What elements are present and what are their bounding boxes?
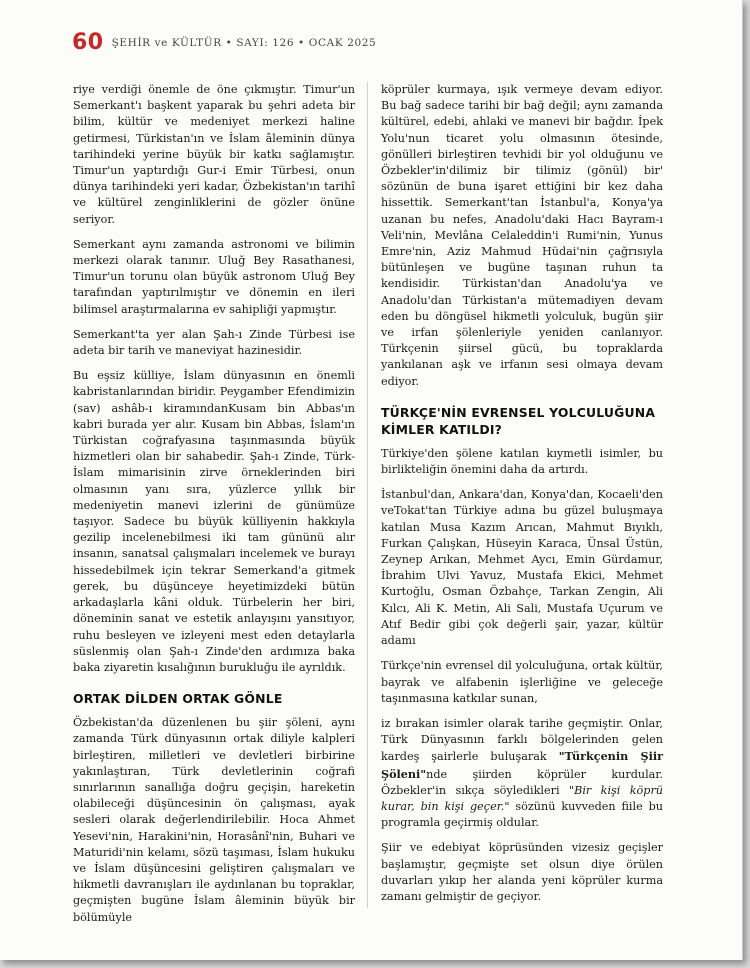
column-divider [367, 82, 368, 908]
section-heading: TÜRKÇE'NİN EVRENSEL YOLCULUĞUNA KİMLER KATILDI? [381, 404, 656, 437]
paragraph: Bu eşsiz külliye, İslam dünyasının en önemli kabristanlarından biridir. Peygamber Efendimizin (sav) ashâb-ı kiramındanKusam bin Abbas'ın kabri burada yer alır. Kusam bin Abbas, İslam'ın Türkistan coğrafyasına taşınmasında büyük hizmetleri olan bir sahabedir. Şah-ı Zinde, Türk-İslam mimarisinin zirve örneklerinden biri olmasının yanı sıra, yüzlerce yıllık bir medeniyetin manevi izlerini de günümüze taşıyor. Sadece bu büyük külliyenin hakkıyla gezilip incelenebilmesi iki tam gününü alır insanın, sanatsal çalışmaları incelemek ve burayı hissedebilmek için tekrar Semerkand'a gitmek gerek, bu düşünceye heyetimizdeki bütün arkadaşlarla kâni olduk. Türbelerin her biri, döneminin sanat ve estetik anlayışını yansıtıyor, ruhu besleyen ve izleyeni mest eden detaylarla süslenmiş olan Şah-ı Zinde'den ardımıza baka baka ziyaretin kısalığının burukluğu ile ayrıldık. [73, 369, 355, 674]
text-run: sözünü kuvveden fiile bu programla geçirmiş oldular. [381, 799, 663, 830]
paragraph: Türkçe'nin evrensel dil yolculuğuna, ortak kültür, bayrak ve alfabenin işlerliğine ve geleceğe taşınmasına katkılar sunan, [381, 659, 663, 705]
event-name: "Türkçenin Şiir Şöleni" [381, 749, 663, 781]
page-number: 60 [72, 30, 104, 55]
page-header [72, 30, 376, 55]
quote: "Bir kişi köprü kurar, bin kişi geçer." [381, 783, 664, 813]
paragraph: köprüler kurmaya, ışık vermeye devam ediyor. Bu bağ sadece tarihi bir bağ değil; aynı zamanda kültürel, edebi, ahlaki ve manevi bir bağdır. İpek Yolu'nun ticaret yolu olmasının ötesinde, gönülleri birleştiren tevhidi bir yol olduğunu ve Özbekler'in'dilimiz bir tilimiz (gönül) bir' sözünün de buna işaret ettiğini bir kez daha hissettik. Semerkant'tan İstanbul'a, Konya'ya uzanan bu nefes, Anadolu'daki Hacı Bayram-ı Veli'nin, Mevlâna Celaleddin'i Rumi'nin, Yunus Emre'nin, Aziz Mahmud Hüdai'nin çağrısıyla bütünleşen ve bugüne taşınan ruhun ta kendisidir. Türkistan'dan Anadolu'ya ve Anadolu'dan Türkistan'a mütemadiyen devam eden bu döngüsel hikmetli yolculuk, bugün şiir ve irfan şölenleriyle yeniden canlanıyor. Türkçenin şiirsel gücü, bu topraklarda yankılanan aşk ve irfanın sesi olmaya devam ediyor. [381, 83, 663, 388]
paragraph: Semerkant aynı zamanda astronomi ve bilimin merkezi olarak tanınır. Uluğ Bey Rasathanesi, Timur'un torunu olan büyük astronom Uluğ Bey tarafından yaptırılmıştır ve dönemin en ileri bilimsel araştırmalarına ev sahipliği yapmıştır. [73, 237, 355, 316]
paragraph: Şiir ve edebiyat köprüsünden vizesiz geçişler başlamıştır, geçmişte set olsun diye örülen duvarları yıkıp her alanda yeni köprüler kurma zamanı gelmiştir de geçiyor. [381, 841, 663, 903]
running-head: ŞEHİR ve KÜLTÜR • SAYI: 126 • OCAK 2025 [111, 36, 377, 49]
paragraph [381, 716, 663, 831]
paragraph: Özbekistan'da düzenlenen bu şiir şöleni, aynı zamanda Türk dünyasının ortak diliyle kalpleri birleştiren, milletleri ve devletleri birbirine yakınlaştıran, Türk devletlerinin coğrafi sınırlarının sanallığa doğru geçişin, hareketin olabileceği düşüncesinin ön çalışması, ayak sesleri olarak değerlendirilebilir. Hoca Ahmet Yesevi'nin, Harakini'nin, Horasânî'nin, Buhari ve Maturidi'nin kelamı, sözü taşıması, İslam hukuku ve İslam düşüncesini geliştiren çalışmaları ve hikmetli davranışları ile aydınlanan bu topraklar, geçmişten bugüne İslam âleminin büyük bir bölümüyle [73, 716, 355, 924]
paragraph: Türkiye'den şölene katılan kıymetli isimler, bu birlikteliğin önemini daha da artırdı. [381, 446, 663, 477]
text-run: iz bırakan isimler olarak tarihe geçmiştir. Onlar, Türk Dünyasının farklı bölgelerinden gelen kardeş şairlerle buluşarak [381, 716, 663, 764]
paragraph: riye verdiği önemle de öne çıkmıştır. Timur'un Semerkant'ı başkent yaparak bu şehri adeta bir bilim, kültür ve medeniyet merkezi haline getirmesi, Türkistan'ın ve İslam âleminin dünya tarihindeki yerine büyük bir katkı sağlamıştır. Timur'un yaptırdığı Gur-i Emir Türbesi, onun dünya tarihindeki yeri kadar, Özbekistan'ın tarihî ve kültürel zenginliklerini de gözler önüne seriyor. [73, 83, 355, 226]
text-run: nde şiirden köprüler kurdular. Özbekler'in sıkça söyledikleri [381, 767, 663, 797]
paragraph: İstanbul'dan, Ankara'dan, Konya'dan, Kocaeli'den veTokat'tan Türkiye adına bu güzel buluşmaya katılan Musa Kazım Arıcan, Mahmut Bıyıklı, Furkan Çalışkan, Hüseyin Karaca, Ünsal Üstün, Zeynep Arıkan, Mehmet Aycı, Emin Gürdamur, İbrahim Ulvi Yavuz, Mustafa Ekici, Mehmet Kurtoğlu, Osman Özbahçe, Tarkan Zengin, Ali Kılcı, Ali K. Metin, Ali Sali, Mustafa Uçurum ve Atıf Bedir gibi çok değerli şair, yazar, kültür adamı [381, 488, 663, 648]
right-column [381, 82, 663, 914]
section-heading: ORTAK DİLDEN ORTAK GÖNLE [73, 691, 283, 707]
paragraph: Semerkant'ta yer alan Şah-ı Zinde Türbesi ise adeta bir tarih ve maneviyat hazinesidir. [73, 327, 355, 358]
left-column [73, 82, 355, 935]
